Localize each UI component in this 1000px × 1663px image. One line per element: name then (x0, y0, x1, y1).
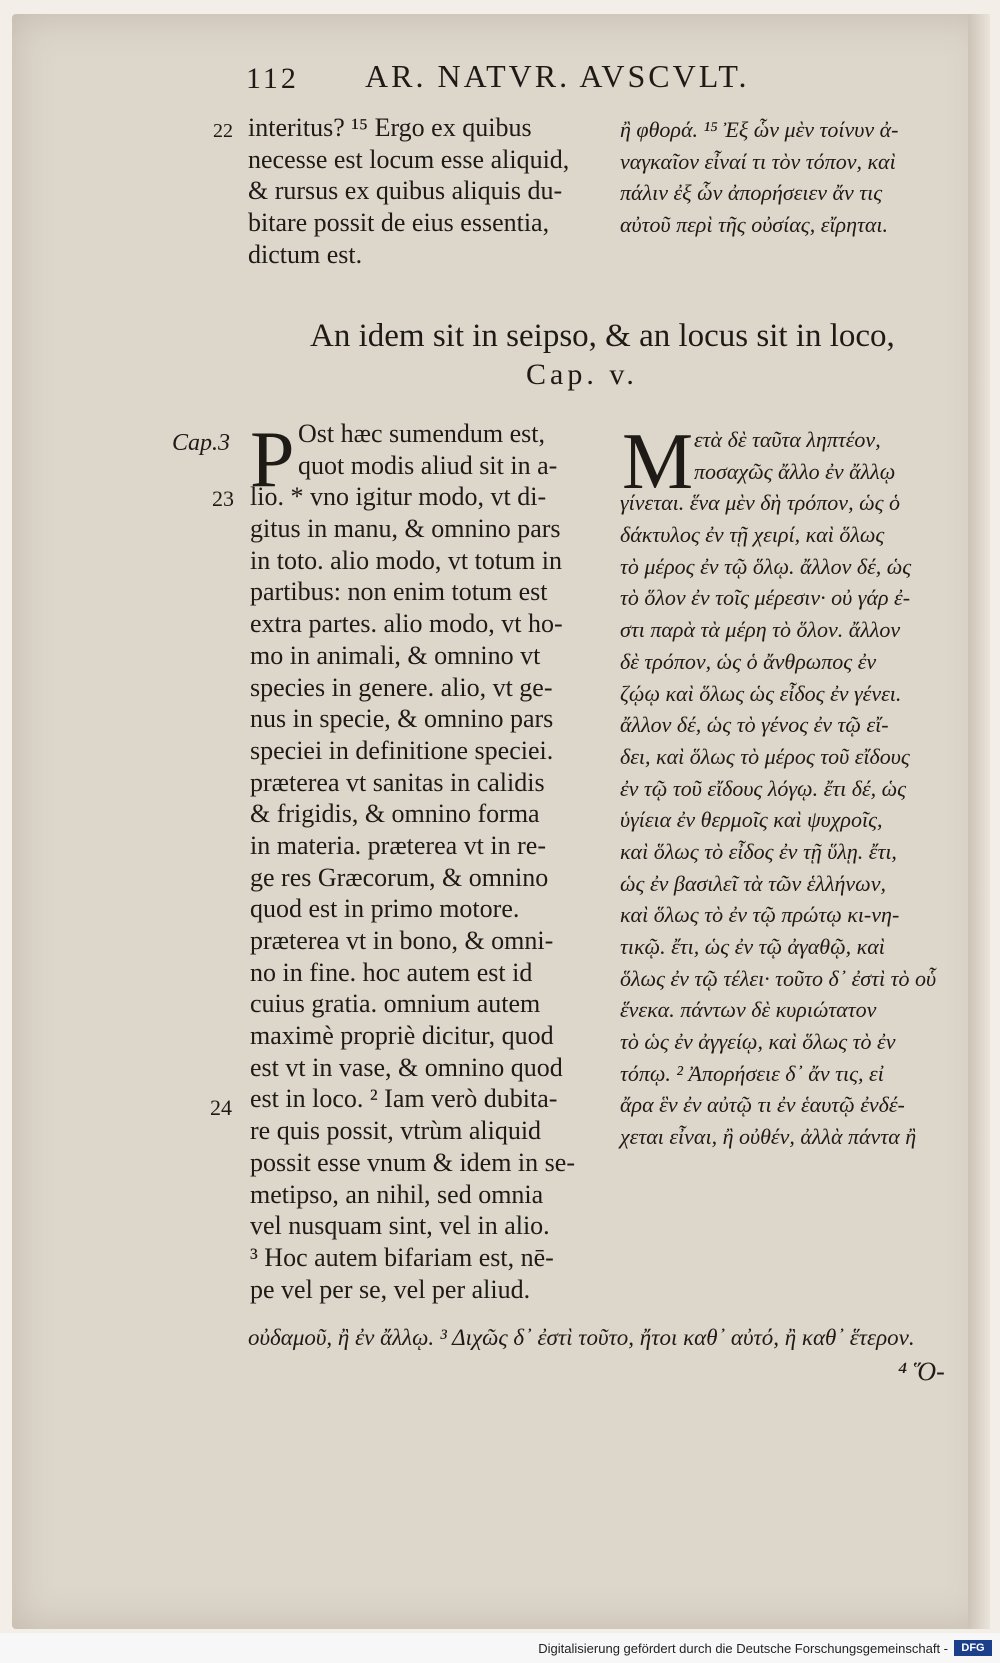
greek-line: ζῴῳ καὶ ὅλως ὡς εἶδος ἐν γένει. (620, 680, 902, 706)
page-number: 112 (246, 62, 299, 95)
greek-top-line: ἢ φθορά. ¹⁵ Ἐξ ὧν μὲν τοίνυν ἀ- (620, 117, 899, 142)
latin-line: extra partes. alio modo, vt ho- (250, 609, 563, 639)
latin-line: mo in animali, & omnino vt (250, 640, 541, 670)
greek-line: ἕνεκα. πάντων δὲ κυριώτατον (620, 997, 877, 1023)
page-binding-edge (968, 14, 990, 1629)
latin-line: cuius gratia. omnium autem (250, 989, 541, 1019)
greek-line: ὅλως ἐν τῷ τέλει· τοῦτο δ᾽ ἐστὶ τὸ οὗ (620, 965, 937, 991)
greek-line: τὸ μέρος ἐν τῷ ὅλῳ. ἄλλον δέ, ὡς (620, 553, 912, 579)
latin-line: in toto. alio modo, vt totum in (250, 545, 562, 575)
latin-line: in materia. præterea vt in re- (250, 830, 546, 860)
greek-full-width-line: οὐδαμοῦ, ἢ ἐν ἄλλῳ. ³ Διχῶς δ᾽ ἐστὶ τοῦτο, ἤτοι καθ᾽ αὐτό, ἢ καθ᾽ ἕτερον. (248, 1325, 915, 1350)
latin-line: quod est in primo motore. (250, 894, 520, 924)
latin-top-line: bitare possit de eius essentia, (248, 208, 550, 238)
greek-top-block (620, 114, 899, 241)
latin-line: partibus: non enim totum est (250, 577, 548, 607)
latin-line: re quis possit, vtrùm aliquid (250, 1116, 542, 1146)
latin-top-line: dictum est. (248, 239, 363, 269)
latin-line: Ost hæc sumendum est, (298, 419, 545, 448)
greek-line: ἄλλον δέ, ὡς τὸ γένος ἐν τῷ εἴ- (620, 712, 889, 738)
greek-line: καὶ ὅλως τὸ εἶδος ἐν τῇ ὕλῃ. ἔτι, (620, 838, 897, 864)
greek-line: τὸ ὡς ἐν ἀγγείῳ, καὶ ὅλως τὸ ἐν (620, 1029, 896, 1055)
greek-line: τὸ ὅλον ἐν τοῖς μέρεσιν· οὐ γάρ ἐ- (620, 585, 911, 611)
greek-line: στι παρὰ τὰ μέρη τὸ ὅλον. ἄλλον (620, 617, 901, 643)
footer-credit: Digitalisierung gefördert durch die Deutsche Forschungsgemeinschaft - (538, 1641, 948, 1656)
latin-line: metipso, an nihil, sed omnia (250, 1179, 544, 1209)
greek-line: τόπῳ. ² Ἀπορήσειε δ᾽ ἄν τις, εἰ (620, 1060, 884, 1086)
chapter-title: An idem sit in seipso, & an locus sit in loco, (310, 318, 895, 354)
greek-line: ποσαχῶς ἄλλο ἐν ἄλλῳ (694, 458, 896, 484)
greek-line: ὡς ἐν βασιλεῖ τὰ τῶν ἑλλήνων, (620, 870, 886, 896)
latin-line: & frigidis, & omnino forma (250, 799, 540, 829)
latin-top-block (248, 112, 569, 270)
latin-drop-cap: P (250, 416, 295, 504)
latin-line: est vt in vase, & omnino quod (250, 1052, 563, 1082)
latin-top-line: interitus? ¹⁵ Ergo ex quibus (248, 113, 532, 142)
latin-line: gitus in manu, & omnino pars (250, 514, 561, 544)
latin-line: lio. * vno igitur modo, vt di- (250, 482, 547, 512)
latin-top-line: & rursus ex quibus aliquis du- (248, 176, 563, 206)
latin-line: præterea vt sanitas in calidis (250, 767, 545, 797)
greek-top-line: αὐτοῦ περὶ τῆς οὐσίας, εἴρηται. (620, 212, 889, 238)
catchword: ⁴ Ὅ- (898, 1357, 945, 1386)
latin-line: pe vel per se, vel per aliud. (250, 1274, 531, 1304)
greek-line: χεται εἶναι, ἢ οὐθέν, ἀλλὰ πάντα ἢ (620, 1124, 917, 1150)
latin-line: est in loco. ² Iam verò dubita- (250, 1084, 558, 1114)
greek-top-line: πάλιν ἐξ ὧν ἀπορήσειεν ἄν τις (620, 180, 883, 206)
greek-line: ἐν τῷ τοῦ εἴδους λόγῳ. ἔτι δέ, ὡς (620, 775, 907, 801)
latin-line: ge res Græcorum, & omnino (250, 862, 549, 892)
running-title: AR. NATVR. AVSCVLT. (365, 58, 750, 94)
digitization-footer (0, 1633, 1000, 1663)
latin-line: ³ Hoc autem bifariam est, nē- (250, 1242, 554, 1272)
latin-line: maximè propriè dicitur, quod (250, 1021, 554, 1051)
greek-main-block (620, 418, 937, 1153)
latin-line: quot modis aliud sit in a- (298, 450, 558, 480)
greek-line: δὲ τρόπον, ὡς ὁ ἄνθρωπος ἐν (620, 648, 877, 674)
greek-line: ὑγίεια ἐν θερμοῖς καὶ ψυχροῖς, (620, 807, 883, 833)
latin-line: præterea vt in bono, & omni- (250, 926, 554, 955)
latin-line: possit esse vnum & idem in se- (250, 1147, 575, 1177)
margin-number-22: 22 (213, 120, 233, 142)
chapter-number: Cap. v. (526, 358, 638, 391)
greek-line: δει, καὶ ὅλως τὸ μέρος τοῦ εἴδους (620, 743, 910, 769)
latin-top-line: necesse est locum esse aliquid, (248, 144, 570, 174)
greek-line: τικῷ. ἔτι, ὡς ἐν τῷ ἀγαθῷ, καὶ (620, 934, 885, 959)
margin-number-24: 24 (210, 1095, 232, 1120)
latin-line: species in genere. alio, vt ge- (250, 672, 553, 702)
greek-line: καὶ ὅλως τὸ ἐν τῷ πρώτῳ κι-νη- (620, 902, 900, 928)
greek-line: γίνεται. ἕνα μὲν δὴ τρόπον, ὡς ὁ (620, 490, 901, 516)
dfg-logo[interactable]: DFG (954, 1640, 992, 1656)
latin-line: nus in specie, & omnino pars (250, 704, 554, 734)
latin-line: speciei in definitione speciei. (250, 735, 554, 765)
greek-top-line: ναγκαῖον εἶναί τι τὸν τόπον, καὶ (620, 148, 896, 174)
greek-line: ετὰ δὲ ταῦτα ληπτέον, (694, 427, 881, 452)
latin-line: vel nusquam sint, vel in alio. (250, 1211, 550, 1241)
greek-line: δάκτυλος ἐν τῇ χειρί, καὶ ὅλως (620, 522, 885, 548)
margin-note-cap: Cap.3 (172, 430, 231, 456)
margin-number-23: 23 (212, 486, 234, 511)
latin-main-block (250, 418, 575, 1305)
greek-line: ἄρα ἓν ἐν αὐτῷ τι ἐν ἑαυτῷ ἐνδέ- (620, 1092, 905, 1118)
greek-drop-cap: M (622, 418, 694, 506)
latin-line: no in fine. hoc autem est id (250, 957, 533, 987)
